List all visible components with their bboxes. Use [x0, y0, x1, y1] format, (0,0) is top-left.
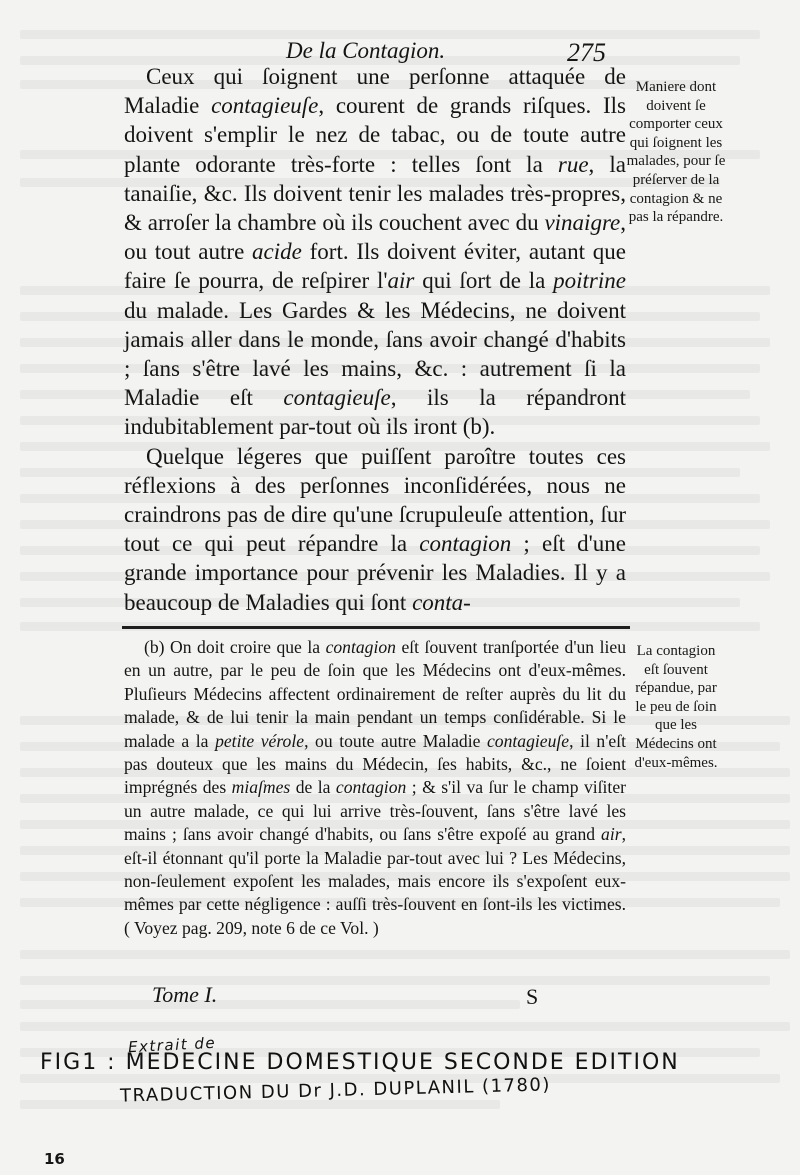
italic-run: rue: [557, 151, 589, 177]
italic-run: air: [601, 824, 622, 845]
paragraph-2: Quelque légeres que puiſſent paroître toutes ces réflexions à des perſonnes inconſidérées, nous ne craindrons pas de dire qu'une ſcrupuleuſe attention, ſur tout ce qui peut répandre la contagion ; eſt d'une grande importance pour prévenir les Maladies. Il y a beaucoup de Maladies qui ſont conta-: [124, 443, 626, 615]
handwritten-line-2: FIG1 : MEDECINE DOMESTIQUE SECONDE EDITION: [40, 1050, 680, 1075]
header-page-number: 275: [567, 38, 606, 67]
header-title: De la Contagion.: [286, 38, 446, 63]
book-page-number: 16: [44, 1150, 65, 1168]
footnote-text: (b) On doit croire que la contagion eſt ſouvent tranſportée d'un lieu en un autre, par le peu de ſoin que les Médecins ont d'eux-mêmes. Pluſieurs Médecins affectent ordinairement de reſter auprès du lit du malade, & de lui tenir la main pendant un temps conſidérable. Si le malade a la petite vérole, ou toute autre Maladie contagieuſe, il n'eſt pas douteux que les mains du Médecin, ſes habits, &c., ne ſoient imprégnés des miaſmes de la contagion ; & s'il va ſur le champ viſiter un autre malade, ce qui lui arrive très-ſouvent, ſans s'être lavé les mains ; ſans avoir changé d'habits, ou ſans s'être expoſé au grand air, eſt-il étonnant qu'il porte la Maladie par-tout avec lui ? Les Médecins, non-ſeulement expoſent les malades, mais encore ils s'expoſent eux-mêmes par cette négligence : auſſi très-ſouvent en ſont-ils les victimes. ( Voyez pag. 209, note 6 de ce Vol. ): [124, 637, 626, 938]
tome-label: Tome I.: [152, 982, 218, 1007]
handwritten-line-3: TRADUCTION DU Dr J.D. DUPLANIL (1780): [119, 1074, 552, 1107]
handwritten-line-1: Extrait de: [127, 1033, 217, 1057]
italic-run: conta-: [412, 589, 471, 615]
italic-run: miaſmes: [231, 777, 291, 798]
signature-mark: S: [526, 984, 539, 1009]
italic-run: contagieuſe: [487, 730, 570, 751]
italic-run: contagion: [335, 777, 407, 798]
main-text: [124, 62, 626, 617]
bleed-through-line: [20, 1022, 790, 1031]
margin-note-1: Maniere dont doivent ſe comporter ceux qui ſoignent les malades, pour ſe préſerver de la contagion & ne pas la répandre.: [626, 79, 726, 226]
italic-run: poitrine: [553, 268, 626, 294]
footnote: [124, 636, 626, 940]
bleed-through-line: [20, 976, 770, 985]
margin-note-2: La contagion eſt ſouvent répandue, par le peu de ſoin que les Médecins ont d'eux-mêmes.: [634, 643, 718, 771]
bleed-through-line: [20, 950, 790, 959]
italic-run: petite vérole: [215, 730, 305, 751]
italic-run: vinaigre: [544, 210, 621, 236]
italic-run: contagion: [325, 637, 396, 657]
italic-run: air: [387, 268, 415, 294]
italic-run: acide: [252, 239, 302, 265]
paragraph-1: Ceux qui ſoignent une perſonne attaquée de Maladie contagieuſe, courent de grands riſques. Ils doivent s'emplir le nez de tabac, ou de toute autre plante odorante très-forte : telles ſont la rue, la tanaiſie, &c. Ils doivent tenir les malades très-propres, & arroſer la chambre où ils couchent avec du vinaigre, ou tout autre acide fort. Ils doivent éviter, autant que faire ſe pourra, de reſpirer l'air qui ſort de la poitrine du malade. Les Gardes & les Médecins, ne doivent jamais aller dans le monde, ſans avoir changé d'habits ; ſans s'être lavé les mains, &c. : autrement ſi la Maladie eſt contagieuſe, ils la répandront indubitablement par-tout où ils iront (b).: [124, 64, 627, 440]
italic-run: contagieuſe: [283, 385, 391, 411]
bleed-through-line: [20, 1000, 520, 1009]
footnote-divider: [122, 626, 630, 629]
italic-run: contagieuſe: [211, 93, 319, 119]
italic-run: contagion: [419, 531, 512, 557]
